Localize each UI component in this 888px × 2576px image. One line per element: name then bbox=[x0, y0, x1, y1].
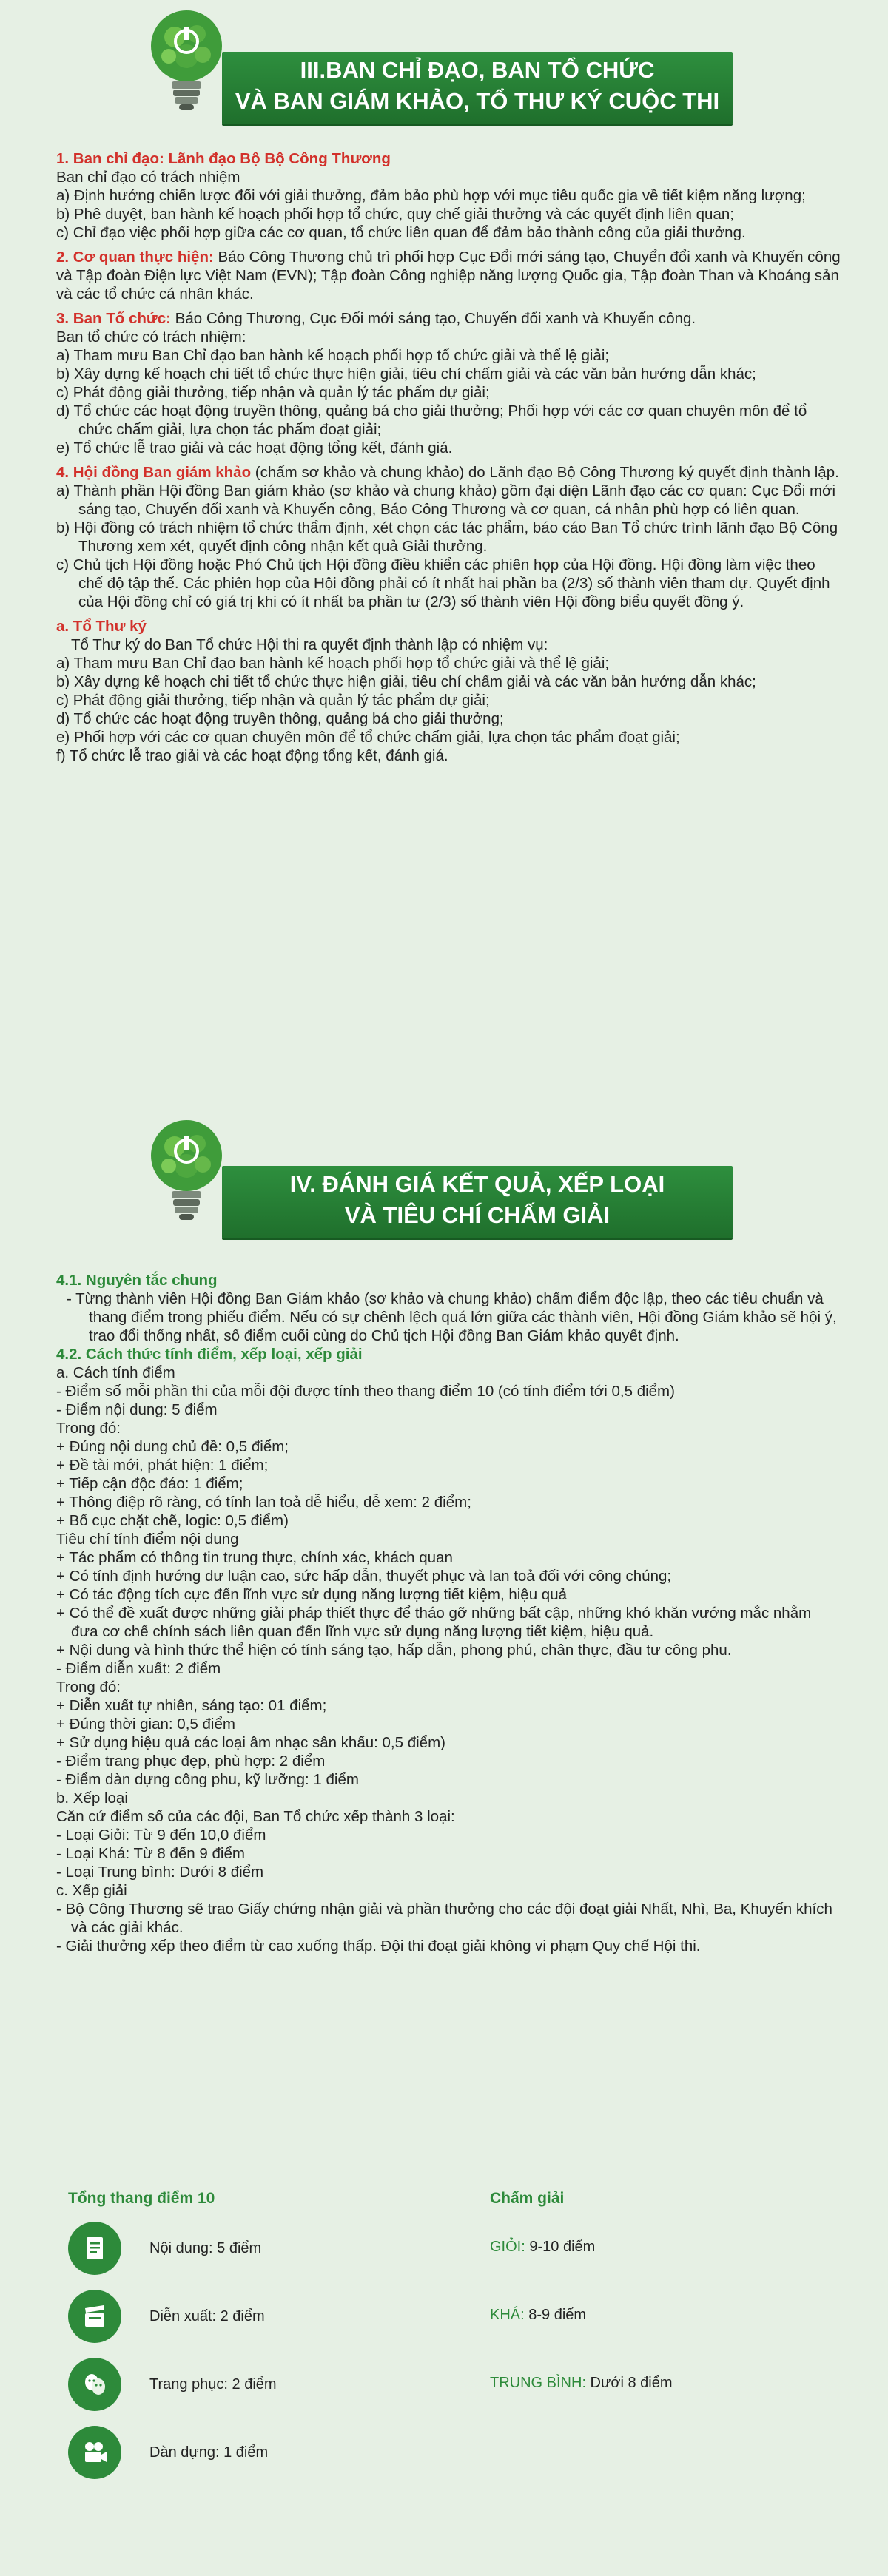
p5-item-a: a) Tham mưu Ban Chỉ đạo ban hành kế hoạch phối hợp tổ chức giải và thể lệ giải; bbox=[56, 655, 610, 672]
section3-header bbox=[0, 0, 888, 126]
grade-trung-binh bbox=[490, 2375, 673, 2392]
criteria-line: a. Cách tính điểm bbox=[56, 1364, 175, 1381]
section4-title-banner bbox=[222, 1166, 733, 1238]
eco-bulb-icon bbox=[142, 1117, 231, 1228]
p3-paragraph bbox=[56, 309, 841, 328]
p1-item-c: c) Chỉ đạo việc phối hợp giữa các cơ quan, tổ chức liên quan để đảm bảo thành công của giải thưởng. bbox=[56, 224, 746, 241]
p2-paragraph bbox=[56, 248, 841, 303]
score-item-costume bbox=[68, 2356, 277, 2413]
score-item-acting bbox=[68, 2287, 265, 2345]
criteria-line: + Diễn xuất tự nhiên, sáng tạo: 01 điểm; bbox=[56, 1697, 327, 1714]
section3-title-line1: III.BAN CHỈ ĐẠO, BAN TỔ CHỨC bbox=[300, 57, 655, 83]
p3-intro: Ban tổ chức có trách nhiệm: bbox=[56, 328, 246, 345]
grade-gioi bbox=[490, 2239, 595, 2256]
criteria-line: + Bố cục chặt chẽ, logic: 0,5 điểm) bbox=[56, 1512, 289, 1529]
grade-label: KHÁ: bbox=[490, 2307, 525, 2323]
grade-value: 8-9 điểm bbox=[524, 2307, 587, 2323]
score-item-staging bbox=[68, 2424, 268, 2481]
score-label: Dàn dựng: 1 điểm bbox=[149, 2444, 269, 2461]
p1-item-b: b) Phê duyệt, ban hành kế hoạch phối hợp tổ chức, quy chế giải thưởng và các quyết định liên quan; bbox=[56, 206, 734, 223]
camera-icon bbox=[68, 2426, 121, 2479]
section3-title-banner bbox=[222, 52, 733, 124]
p3-heading: 3. Ban Tổ chức: bbox=[56, 310, 171, 327]
criteria-line: + Có tác động tích cực đến lĩnh vực sử dụng năng lượng tiết kiệm, hiệu quả bbox=[56, 1586, 567, 1603]
p3-item-d: d) Tổ chức các hoạt động truyền thông, quảng bá cho giải thưởng; Phối hợp với các cơ quan chuyên môn để tổ chức chấm giải, lựa chọn tác phẩm đoạt giải; bbox=[56, 402, 807, 438]
section4-title-line1: IV. ĐÁNH GIÁ KẾT QUẢ, XẾP LOẠI bbox=[289, 1171, 665, 1197]
criteria-line: + Đề tài mới, phát hiện: 1 điểm; bbox=[56, 1457, 269, 1474]
grade-kha bbox=[490, 2307, 586, 2324]
p5-item-b: b) Xây dựng kế hoạch chi tiết tổ chức thực hiện giải, tiêu chí chấm giải và các văn bản hướng dẫn khác; bbox=[56, 673, 756, 690]
h42-heading: 4.2. Cách thức tính điểm, xếp loại, xếp giải bbox=[56, 1346, 363, 1363]
score-item-content bbox=[68, 2219, 261, 2277]
criteria-line: + Có thể đề xuất được những giải pháp thiết thực để tháo gỡ những bất cập, những khó khăn vướng mắc nhằm đưa cơ chế chính sách liên quan đến lĩnh vực sử dụng năng lượng tiết kiệm, hiệu quả. bbox=[56, 1605, 812, 1640]
criteria-line: - Điểm dàn dựng công phu, kỹ lưỡng: 1 điểm bbox=[56, 1771, 359, 1788]
criteria-line: + Đúng thời gian: 0,5 điểm bbox=[56, 1716, 235, 1733]
h41-text: - Từng thành viên Hội đồng Ban Giám khảo (sơ khảo và chung khảo) chấm điểm độc lập, theo các tiêu chuẩn và thang điểm trong phiếu điểm. Nếu có sự chênh lệch quá lớn giữa các thành viên, Hội đồng Giám khảo sẽ hội ý, trao đổi thống nhất, số điểm cuối cùng do Chủ tịch Hội đồng Ban Giám khảo quyết định. bbox=[67, 1290, 837, 1344]
p2-heading: 2. Cơ quan thực hiện: bbox=[56, 249, 214, 266]
section4-header bbox=[0, 1110, 888, 1235]
grade-title: Chấm giải bbox=[490, 2190, 565, 2207]
criteria-line: - Điểm diễn xuất: 2 điểm bbox=[56, 1660, 221, 1677]
grade-value: 9-10 điểm bbox=[525, 2239, 596, 2255]
criteria-line: + Có tính định hướng dư luận cao, sức hấp dẫn, thuyết phục và lan toả đối với công chúng; bbox=[56, 1568, 672, 1585]
p3-item-a: a) Tham mưu Ban Chỉ đạo ban hành kế hoạch phối hợp tổ chức giải và thể lệ giải; bbox=[56, 347, 610, 364]
criteria-line: + Nội dung và hình thức thể hiện có tính sáng tạo, hấp dẫn, phong phú, chân thực, đầu tư công phu. bbox=[56, 1642, 732, 1659]
grade-label: TRUNG BÌNH: bbox=[490, 2375, 586, 2391]
grade-value: Dưới 8 điểm bbox=[586, 2375, 673, 2391]
grade-label: GIỎI: bbox=[490, 2239, 525, 2255]
h41-heading: 4.1. Nguyên tắc chung bbox=[56, 1272, 218, 1289]
criteria-line: Trong đó: bbox=[56, 1420, 121, 1437]
criteria-line: - Giải thưởng xếp theo điểm từ cao xuống thấp. Đội thi đoạt giải không vi phạm Quy chế Hội thi. bbox=[56, 1938, 701, 1955]
criteria-line: + Sử dụng hiệu quả các loại âm nhạc sân khấu: 0,5 điểm) bbox=[56, 1734, 445, 1751]
criteria-line: - Điểm trang phục đẹp, phù hợp: 2 điểm bbox=[56, 1753, 326, 1770]
criteria-line: c. Xếp giải bbox=[56, 1882, 127, 1899]
document-icon bbox=[68, 2222, 121, 2275]
p3-item-c: c) Phát động giải thưởng, tiếp nhận và quản lý tác phẩm dự giải; bbox=[56, 384, 490, 401]
criteria-line: + Tác phẩm có thông tin trung thực, chính xác, khách quan bbox=[56, 1549, 453, 1566]
p5-item-e: e) Phối hợp với các cơ quan chuyên môn để tổ chức chấm giải, lựa chọn tác phẩm đoạt giải; bbox=[56, 729, 680, 746]
p1-intro: Ban chỉ đạo có trách nhiệm bbox=[56, 169, 240, 186]
criteria-line: - Loại Giỏi: Từ 9 đến 10,0 điểm bbox=[56, 1827, 266, 1844]
p4-heading: 4. Hội đồng Ban giám khảo bbox=[56, 464, 252, 481]
p5-heading: a. Tổ Thư ký bbox=[56, 618, 147, 635]
p5-item-c: c) Phát động giải thưởng, tiếp nhận và quản lý tác phẩm dự giải; bbox=[56, 692, 490, 709]
p3-item-e: e) Tổ chức lễ trao giải và các hoạt động tổng kết, đánh giá. bbox=[56, 439, 453, 456]
p5-item-f: f) Tổ chức lễ trao giải và các hoạt động tổng kết, đánh giá. bbox=[56, 747, 448, 764]
score-summary bbox=[56, 2190, 855, 2501]
criteria-line: - Loại Khá: Từ 8 đến 9 điểm bbox=[56, 1845, 245, 1862]
criteria-line: - Điểm số mỗi phần thi của mỗi đội được tính theo thang điểm 10 (có tính điểm tới 0,5 điểm) bbox=[56, 1383, 675, 1400]
criteria-line: - Điểm nội dung: 5 điểm bbox=[56, 1401, 218, 1418]
scale-title: Tổng thang điểm 10 bbox=[68, 2190, 215, 2207]
theater-masks-icon bbox=[68, 2358, 121, 2411]
section3-content bbox=[56, 149, 841, 765]
criteria-list bbox=[56, 1363, 841, 1955]
score-label: Diễn xuất: 2 điểm bbox=[149, 2307, 265, 2324]
p2-text: Báo Công Thương chủ trì phối hợp Cục Đổi mới sáng tạo, Chuyển đổi xanh và Khuyến công và Tập đoàn Điện lực Việt Nam (EVN); Tập đoàn Công nghiệp năng lượng Quốc gia, Tập đoàn Than và Khoáng sản và các tổ chức cá nhân khác. bbox=[56, 249, 841, 303]
section3-title-line2: VÀ BAN GIÁM KHẢO, TỔ THƯ KÝ CUỘC THI bbox=[235, 88, 720, 114]
p4-item-b: b) Hội đồng có trách nhiệm tổ chức thẩm định, xét chọn các tác phẩm, báo cáo Ban Tổ chức trình lãnh đạo Bộ Công Thương xem xét, quyết định công nhận kết quả Giải thưởng. bbox=[56, 519, 838, 555]
criteria-line: Tiêu chí tính điểm nội dung bbox=[56, 1531, 239, 1548]
section4-title-line2: VÀ TIÊU CHÍ CHẤM GIẢI bbox=[344, 1202, 610, 1228]
eco-bulb-icon bbox=[142, 7, 231, 118]
p3-item-b: b) Xây dựng kế hoạch chi tiết tổ chức thực hiện giải, tiêu chí chấm giải và các văn bản hướng dẫn khác; bbox=[56, 365, 756, 382]
criteria-line: + Thông điệp rõ ràng, có tính lan toả dễ hiểu, dễ xem: 2 điểm; bbox=[56, 1494, 471, 1511]
p1-item-a: a) Định hướng chiến lược đối với giải thưởng, đảm bảo phù hợp với mục tiêu quốc gia về tiết kiệm năng lượng; bbox=[56, 187, 806, 204]
p4-item-c: c) Chủ tịch Hội đồng hoặc Phó Chủ tịch Hội đồng điều khiển các phiên họp của Hội đồng. Hội đồng làm việc theo chế độ tập thể. Các phiên họp của Hội đồng phải có ít nhất hai phần ba (2/3) số thành viên tham dự. Quyết định của Hội đồng chỉ có giá trị khi có ít nhất ba phần tư (2/3) số thành viên Hội đồng biểu quyết đồng ý. bbox=[56, 556, 830, 610]
p4-paragraph bbox=[56, 463, 841, 482]
p4-item-a: a) Thành phần Hội đồng Ban giám khảo (sơ khảo và chung khảo) gồm đại diện Lãnh đạo các cơ quan: Cục Đổi mới sáng tạo, Chuyển đổi xanh và Khuyến công, Báo Công Thương và cơ quan, cá nhân phù hợp có liên quan. bbox=[56, 482, 836, 518]
criteria-line: Trong đó: bbox=[56, 1679, 121, 1696]
p4-text: (chấm sơ khảo và chung khảo) do Lãnh đạo Bộ Công Thương ký quyết định thành lập. bbox=[251, 464, 839, 481]
p3-text: Báo Công Thương, Cục Đổi mới sáng tạo, Chuyển đổi xanh và Khuyến công. bbox=[170, 310, 696, 327]
criteria-line: b. Xếp loại bbox=[56, 1790, 128, 1807]
p1-heading: 1. Ban chỉ đạo: Lãnh đạo Bộ Bộ Công Thương bbox=[56, 150, 391, 167]
p5-intro: Tổ Thư ký do Ban Tổ chức Hội thi ra quyết định thành lập có nhiệm vụ: bbox=[71, 636, 548, 653]
criteria-line: + Đúng nội dung chủ đề: 0,5 điểm; bbox=[56, 1438, 289, 1455]
criteria-line: Căn cứ điểm số của các đội, Ban Tổ chức xếp thành 3 loại: bbox=[56, 1808, 455, 1825]
score-label: Trang phục: 2 điểm bbox=[149, 2376, 277, 2393]
criteria-line: - Bộ Công Thương sẽ trao Giấy chứng nhận giải và phần thưởng cho các đội đoạt giải Nhất, Nhì, Ba, Khuyến khích và các giải khác. bbox=[56, 1901, 832, 1936]
criteria-line: - Loại Trung bình: Dưới 8 điểm bbox=[56, 1864, 264, 1881]
section4-content bbox=[56, 1271, 841, 1955]
score-label: Nội dung: 5 điểm bbox=[149, 2239, 262, 2256]
clapperboard-icon bbox=[68, 2290, 121, 2343]
criteria-line: + Tiếp cận độc đáo: 1 điểm; bbox=[56, 1475, 243, 1492]
p5-item-d: d) Tổ chức các hoạt động truyền thông, quảng bá cho giải thưởng; bbox=[56, 710, 504, 727]
